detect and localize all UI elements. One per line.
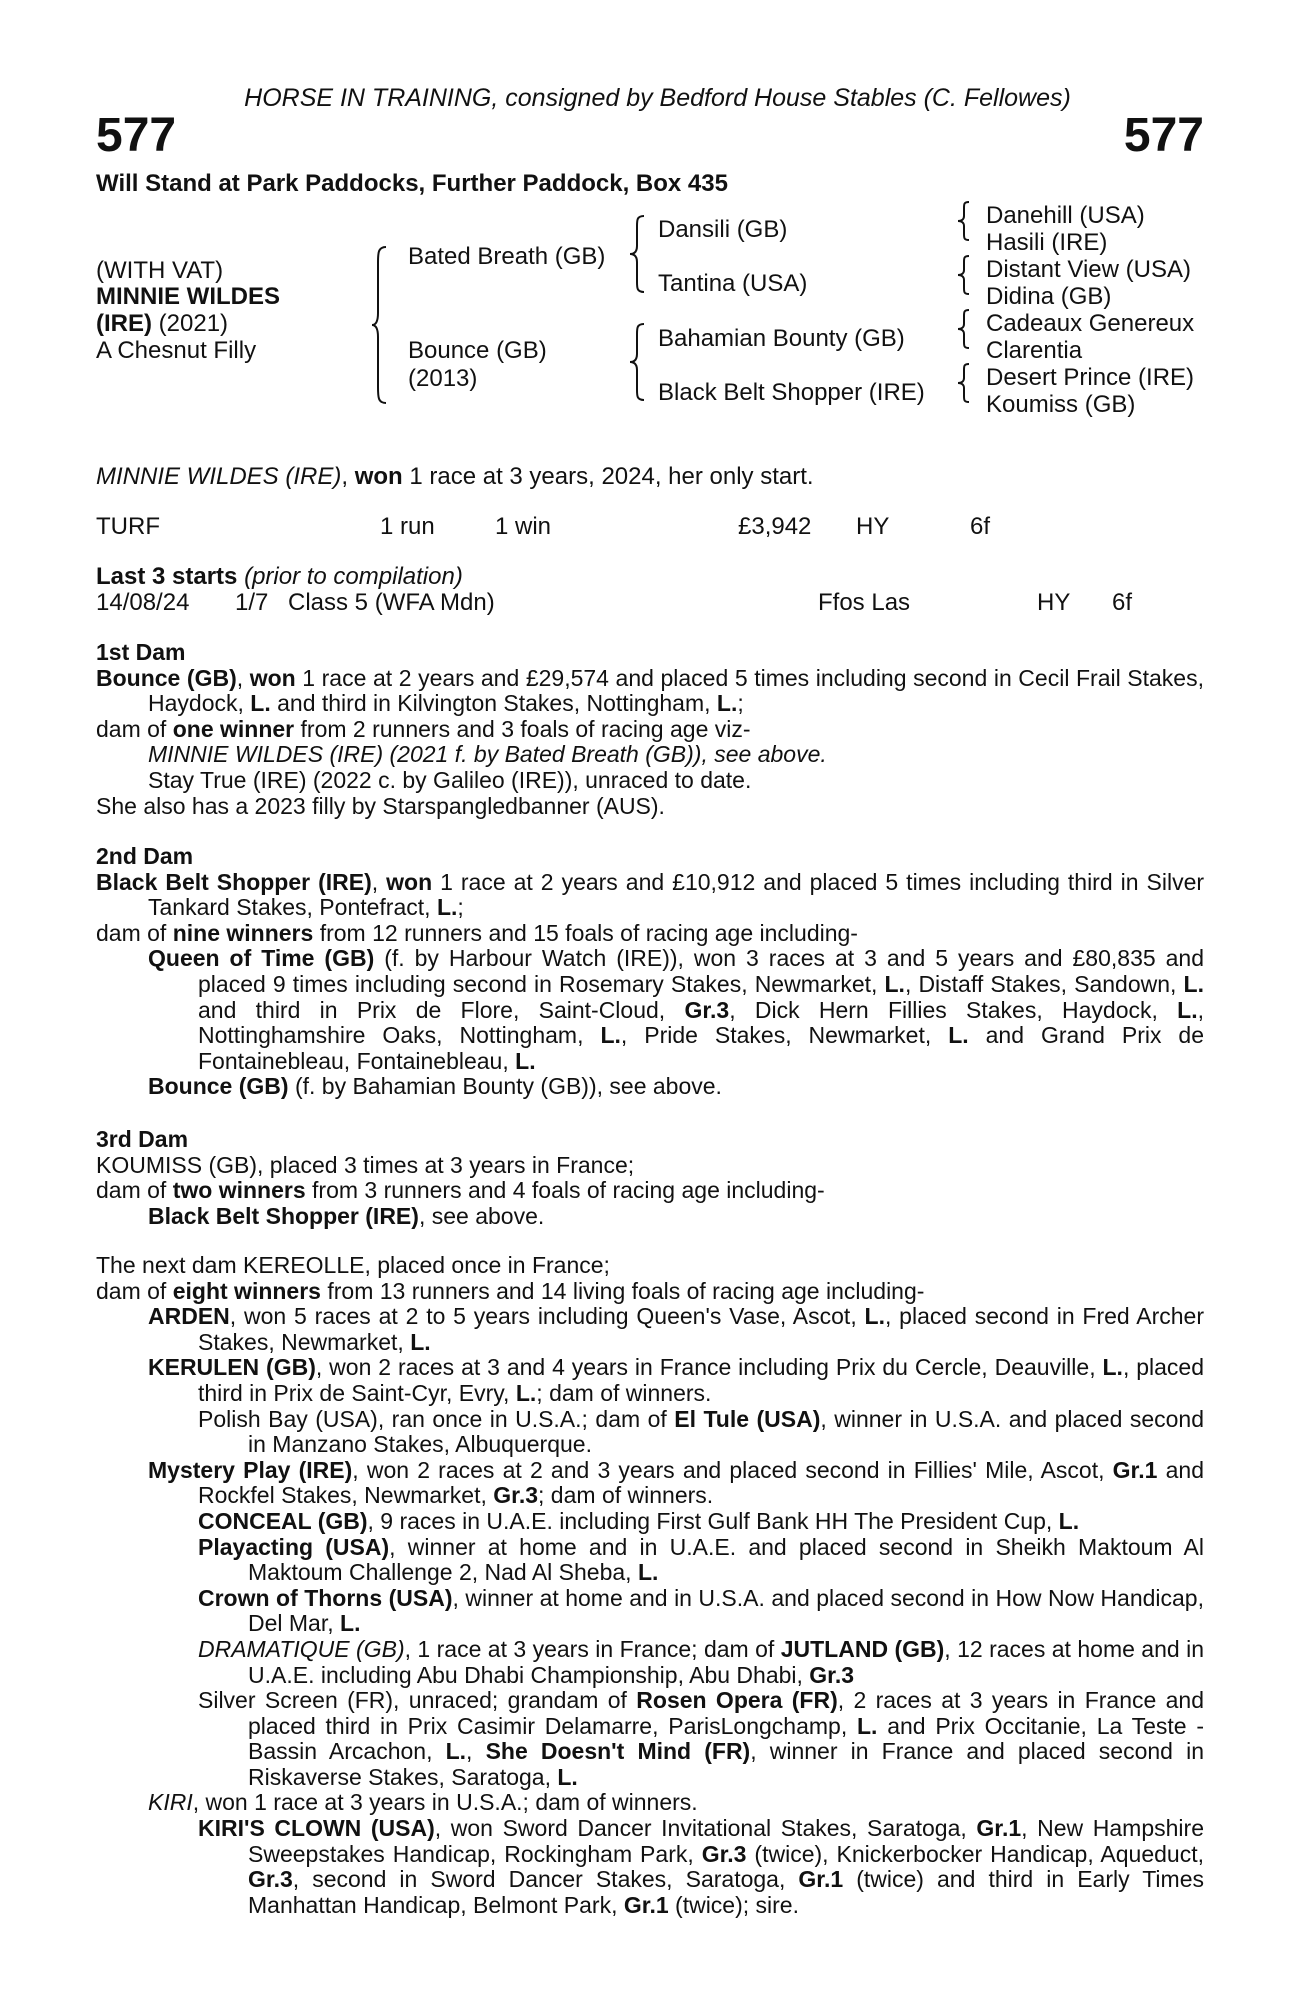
pedigree-brace-dam	[630, 322, 648, 402]
first-dam-heading: 1st Dam	[96, 639, 186, 665]
horse-country: (IRE)	[96, 310, 152, 337]
winner-count: two winners	[172, 1177, 306, 1204]
group-mark: Gr.1	[976, 1815, 1022, 1842]
pedigree-brace-g56	[958, 308, 972, 350]
vat-note: (WITH VAT)	[96, 257, 224, 284]
kiri-name: KIRI	[148, 1789, 193, 1816]
turf-distance: 6f	[970, 513, 991, 540]
entry-text: , winner at home and in U.A.E. and placed second in Sheikh Maktoum Al Maktoum Challenge 2, Nad Al Sheba,	[248, 1533, 1204, 1586]
entry-text: (twice), Knickerbocker Handicap, Aqueduct,	[746, 1840, 1204, 1867]
turf-runs: 1 run	[380, 513, 435, 540]
arden-entry	[96, 1304, 1204, 1355]
horse-name: MINNIE WILDES	[96, 283, 280, 310]
entry-text: , New Hampshire Sweepstakes Handicap, Rockingham Park,	[248, 1815, 1204, 1867]
entry-text: (twice); sire.	[668, 1891, 799, 1918]
next-dam-produce	[96, 1279, 1204, 1305]
pedigree-g6: Clarentia	[986, 337, 1083, 364]
entry-text: , won 5 races at 2 to 5 years including Queen's Vase, Ascot,	[229, 1303, 865, 1330]
entry-text: , winner in U.S.A. and placed second in Manzano Stakes, Albuquerque.	[248, 1405, 1205, 1458]
mystery-play-name: Mystery Play (IRE)	[148, 1456, 353, 1483]
black-belt-shopper-entry	[96, 1204, 1204, 1230]
playacting-name: Playacting (USA)	[198, 1533, 390, 1560]
second-dam-name: Black Belt Shopper (IRE)	[96, 868, 372, 895]
listed-mark: L.	[1058, 1507, 1080, 1534]
pedigree-g4: Didina (GB)	[986, 283, 1112, 310]
dramatique-name: DRAMATIQUE (GB)	[198, 1635, 405, 1662]
mystery-play-entry	[96, 1458, 1204, 1509]
next-dam-section	[96, 1253, 1204, 1918]
start-position: 1/7	[235, 589, 269, 616]
entry-text: , 1 race at 3 years in France; dam of	[404, 1635, 781, 1662]
conceal-entry	[96, 1509, 1204, 1535]
entry-text: , Pride Stakes, Newmarket,	[620, 1022, 949, 1049]
last-starts-title: Last 3 starts	[96, 563, 238, 590]
winner-count: eight winners	[172, 1277, 321, 1304]
first-dam-record: Bounce (GB), won 1 race at 2 years and £29,574 and placed 5 times including second in Cecil Frail Stakes, Haydock, L. and third in Kilvington Stakes, Nottingham, L.;	[96, 664, 1204, 717]
listed-mark: L.	[410, 1328, 431, 1355]
dam-of-text: dam of	[96, 715, 173, 742]
race-summary: MINNIE WILDES (IRE), won 1 race at 3 years, 2024, her only start.	[96, 463, 814, 490]
turf-earnings: £3,942	[738, 513, 812, 540]
start-date: 14/08/24	[96, 589, 190, 616]
listed-mark: L.	[1102, 1354, 1123, 1381]
pedigree-dam: Bounce (GB)	[408, 337, 547, 364]
listed-mark: L.	[340, 1610, 361, 1637]
group-mark: Gr.3	[493, 1482, 539, 1509]
entry-text: , winner in France and placed second in Riskaverse Stakes, Saratoga,	[248, 1738, 1205, 1790]
entry-text: , won 1 race at 3 years in U.S.A.; dam of winners.	[192, 1789, 698, 1816]
entry-text: , Dick Hern Fillies Stakes, Haydock,	[729, 996, 1178, 1023]
pedigree-dam-dam: Black Belt Shopper (IRE)	[658, 379, 925, 406]
dam-of-rest: from 2 runners and 3 foals of racing age viz-	[294, 715, 751, 742]
pedigree-brace-g34	[958, 254, 972, 296]
crown-of-thorns-name: Crown of Thorns (USA)	[198, 1584, 453, 1611]
third-dam-heading: 3rd Dam	[96, 1126, 189, 1152]
pedigree-sire-sire: Dansili (GB)	[658, 216, 788, 243]
pedigree-g1: Danehill (USA)	[986, 202, 1145, 229]
third-dam-produce	[96, 1178, 1204, 1204]
listed-mark: L.	[637, 1559, 659, 1586]
turf-surface: TURF	[96, 513, 160, 540]
entry-text: , 9 races in U.A.E. including First Gulf Bank HH The President Cup,	[367, 1507, 1059, 1534]
first-dam-section	[96, 640, 1204, 819]
pedigree-g8: Koumiss (GB)	[986, 391, 1136, 418]
pedigree-sire-dam: Tantina (USA)	[658, 270, 808, 297]
listed-mark: L.	[716, 690, 738, 717]
first-dam-won: won	[249, 664, 296, 691]
listed-mark: L.	[445, 1738, 467, 1765]
queen-of-time-entry	[96, 946, 1204, 1074]
pedigree-dam-year: (2013)	[408, 365, 478, 392]
horse-description: A Chesnut Filly	[96, 337, 257, 364]
group-mark: Gr.3	[684, 996, 730, 1023]
entry-text: and third in Prix de Flore, Saint-Cloud,	[198, 996, 685, 1023]
entry-text: , placed second in Fred Archer Stakes, Newmarket,	[198, 1303, 1204, 1355]
entry-text: (twice) and third in Early Times Manhattan Handicap, Belmont Park,	[248, 1866, 1204, 1918]
listed-mark: L.	[250, 690, 271, 717]
first-dam-text-2: and third in Kilvington Stakes, Nottingham,	[270, 690, 717, 717]
next-dam-record: The next dam KEREOLLE, placed once in France;	[96, 1252, 610, 1278]
el-tule-name: El Tule (USA)	[674, 1405, 821, 1432]
start-race: Class 5 (WFA Mdn)	[288, 589, 495, 616]
turf-wins: 1 win	[495, 513, 552, 540]
pedigree-g7: Desert Prince (IRE)	[986, 364, 1195, 391]
playacting-entry	[96, 1535, 1204, 1586]
listed-mark: L.	[1183, 970, 1204, 997]
dam-of-rest: from 13 runners and 14 living foals of racing age including-	[320, 1277, 925, 1304]
she-doesnt-mind-name: She Doesn't Mind (FR)	[485, 1738, 751, 1765]
kerulen-name: KERULEN (GB)	[148, 1354, 316, 1381]
second-dam-record: Black Belt Shopper (IRE), won 1 race at 2 years and £10,912 and placed 5 times including third in Silver Tankard Stakes, Pontefract, L.;	[96, 868, 1205, 921]
first-dam-progeny-2: Stay True (IRE) (2022 c. by Galileo (IRE)), unraced to date.	[148, 766, 752, 793]
arden-name: ARDEN	[148, 1303, 230, 1330]
entry-text: and Prix Occitanie, La Teste - Bassin Arcachon,	[248, 1712, 1204, 1765]
pedigree-brace-g78	[958, 362, 972, 404]
pedigree-g5: Cadeaux Genereux	[986, 310, 1195, 337]
dam-of-text: dam of	[96, 1277, 173, 1304]
entry-text: , second in Sword Dancer Stakes, Saratoga,	[292, 1866, 799, 1893]
pedigree-g3: Distant View (USA)	[986, 256, 1191, 283]
entry-text: and Grand Prix de Fontainebleau, Fontainebleau,	[198, 1022, 1205, 1074]
catalogue-header: HORSE IN TRAINING, consigned by Bedford House Stables (C. Fellowes)	[244, 84, 1071, 112]
kiris-clown-entry	[96, 1816, 1204, 1918]
pedigree-dam-sire: Bahamian Bounty (GB)	[658, 325, 905, 352]
listed-mark: L.	[436, 894, 458, 921]
listed-mark: L.	[515, 1047, 536, 1074]
dam-of-text: dam of	[96, 1177, 173, 1204]
second-dam-section	[96, 844, 1204, 1100]
kiris-clown-name: KIRI'S CLOWN (USA)	[198, 1815, 435, 1842]
listed-mark: L.	[557, 1763, 578, 1790]
entry-text: , won 2 races at 3 and 4 years in France including Prix du Cercle, Deauville,	[315, 1354, 1103, 1381]
kiri-entry	[96, 1790, 1204, 1816]
first-dam-also: She also has a 2023 filly by Starspangledbanner (AUS).	[96, 792, 665, 819]
pedigree-g2: Hasili (IRE)	[986, 229, 1108, 256]
group-mark: Gr.1	[1112, 1456, 1158, 1483]
dam-of-text: dam of	[96, 919, 173, 946]
winner-count: one winner	[172, 715, 295, 742]
third-dam-section	[96, 1127, 1204, 1229]
entry-text: , see above.	[418, 1202, 545, 1229]
entry-text: , winner at home and in U.S.A. and placed second in How Now Handicap, Del Mar,	[248, 1584, 1204, 1637]
black-belt-shopper-name: Black Belt Shopper (IRE)	[148, 1202, 419, 1229]
entry-text: (f. by Bahamian Bounty (GB)), see above.	[288, 1073, 722, 1100]
conceal-name: CONCEAL (GB)	[198, 1507, 368, 1534]
entry-text: ; dam of winners.	[538, 1482, 714, 1509]
first-dam-text-3: ;	[737, 690, 744, 717]
winner-count: nine winners	[172, 919, 314, 946]
start-going: HY	[1037, 589, 1071, 616]
entry-text: (f. by Harbour Watch (IRE)), won 3 races at 3 and 5 years and £80,835 and placed 9 times including second in Rosemary Stakes, Newmarket,	[198, 945, 1204, 997]
punctuation: ;	[457, 894, 464, 921]
entry-text: and Rockfel Stakes, Newmarket,	[198, 1456, 1204, 1509]
pedigree-brace-main	[372, 245, 392, 405]
entry-text: Polish Bay (USA), ran once in U.S.A.; dam of	[198, 1405, 675, 1432]
entry-text: ; dam of winners.	[536, 1379, 712, 1406]
kerulen-entry	[96, 1355, 1204, 1406]
third-dam-record: KOUMISS (GB), placed 3 times at 3 years in France;	[96, 1151, 635, 1178]
pedigree-brace-sire	[630, 214, 648, 294]
listed-mark: L.	[884, 970, 905, 997]
listed-mark: L.	[600, 1022, 621, 1049]
group-mark: Gr.3	[248, 1866, 293, 1893]
bounce-entry	[96, 1074, 1204, 1100]
last-starts-note: (prior to compilation)	[244, 563, 463, 590]
pedigree-brace-g12	[958, 200, 972, 242]
lot-number-right: 577	[1123, 109, 1204, 162]
entry-text: , Nottinghamshire Oaks, Nottingham,	[198, 996, 1204, 1049]
jutland-name: JUTLAND (GB)	[780, 1635, 945, 1662]
polish-bay-entry	[96, 1407, 1204, 1458]
dramatique-entry	[96, 1637, 1204, 1688]
first-dam-produce	[96, 717, 1204, 743]
group-mark: Gr.1	[798, 1866, 844, 1893]
summary-text: 1 race at 3 years, 2024, her only start.	[402, 463, 814, 490]
first-dam-name: Bounce (GB)	[96, 664, 237, 691]
horse-year: (2021)	[158, 310, 229, 337]
summary-won: won	[354, 463, 403, 490]
entry-text: , 2 races at 3 years in France and placed third in Prix Casimir Delamarre, ParisLongchamp,	[248, 1687, 1204, 1739]
dam-of-rest: from 3 runners and 4 foals of racing age including-	[305, 1177, 825, 1204]
entry-text: , won 2 races at 2 and 3 years and placed second in Fillies' Mile, Ascot,	[352, 1456, 1113, 1483]
listed-mark: L.	[856, 1712, 878, 1739]
entry-text: , won Sword Dancer Invitational Stakes, Saratoga,	[434, 1815, 977, 1842]
group-mark: Gr.3	[701, 1840, 747, 1867]
silver-screen-entry: Silver Screen (FR), unraced; grandam of Rosen Opera (FR), 2 races at 3 years in France and placed third in Prix Casimir Delamarre, ParisLongchamp, L. and Prix Occitanie, La Teste - Bassin Arcachon, L., She Doesn't Mind (FR), winner in France and placed second in Riskaverse Stakes, Saratoga, L.	[198, 1687, 1205, 1790]
crown-of-thorns-entry	[96, 1586, 1204, 1637]
listed-mark: L.	[864, 1303, 885, 1330]
group-mark: Gr.3	[809, 1661, 855, 1688]
queen-of-time-name: Queen of Time (GB)	[148, 945, 375, 972]
entry-text: Silver Screen (FR), unraced; grandam of	[198, 1687, 637, 1714]
stabling-location: Will Stand at Park Paddocks, Further Paddock, Box 435	[96, 170, 728, 197]
lot-number-left: 577	[96, 109, 177, 162]
dam-of-rest: from 12 runners and 15 foals of racing age including-	[313, 919, 858, 946]
bounce-name: Bounce (GB)	[148, 1073, 289, 1100]
last-starts-heading	[96, 563, 463, 591]
turf-going: HY	[856, 513, 890, 540]
pedigree-sire: Bated Breath (GB)	[408, 243, 606, 270]
first-dam-text-1: 1 race at 2 years and £29,574 and placed 5 times including second in Cecil Frail Stakes, Haydock,	[148, 664, 1204, 717]
listed-mark: L.	[948, 1022, 969, 1049]
first-dam-progeny-1: MINNIE WILDES (IRE) (2021 f. by Bated Breath (GB)), see above.	[148, 741, 827, 768]
listed-mark: L.	[1177, 996, 1198, 1023]
second-dam-heading: 2nd Dam	[96, 843, 194, 869]
start-distance: 6f	[1112, 589, 1133, 616]
rosen-opera-name: Rosen Opera (FR)	[636, 1687, 838, 1714]
second-dam-won: won	[386, 868, 433, 895]
second-dam-text: 1 race at 2 years and £10,912 and placed 5 times including third in Silver Tankard Stakes, Pontefract,	[148, 868, 1205, 921]
entry-text: , placed third in Prix de Saint-Cyr, Evry,	[198, 1354, 1204, 1406]
start-course: Ffos Las	[818, 589, 911, 616]
horse-origin	[96, 310, 228, 338]
summary-name: MINNIE WILDES (IRE)	[96, 463, 342, 490]
entry-text: , Distaff Stakes, Sandown,	[904, 970, 1184, 997]
listed-mark: L.	[515, 1379, 537, 1406]
group-mark: Gr.1	[623, 1891, 669, 1918]
second-dam-produce	[96, 921, 1204, 947]
entry-text: , 12 races at home and in U.A.E. including Abu Dhabi Championship, Abu Dhabi,	[248, 1635, 1205, 1688]
